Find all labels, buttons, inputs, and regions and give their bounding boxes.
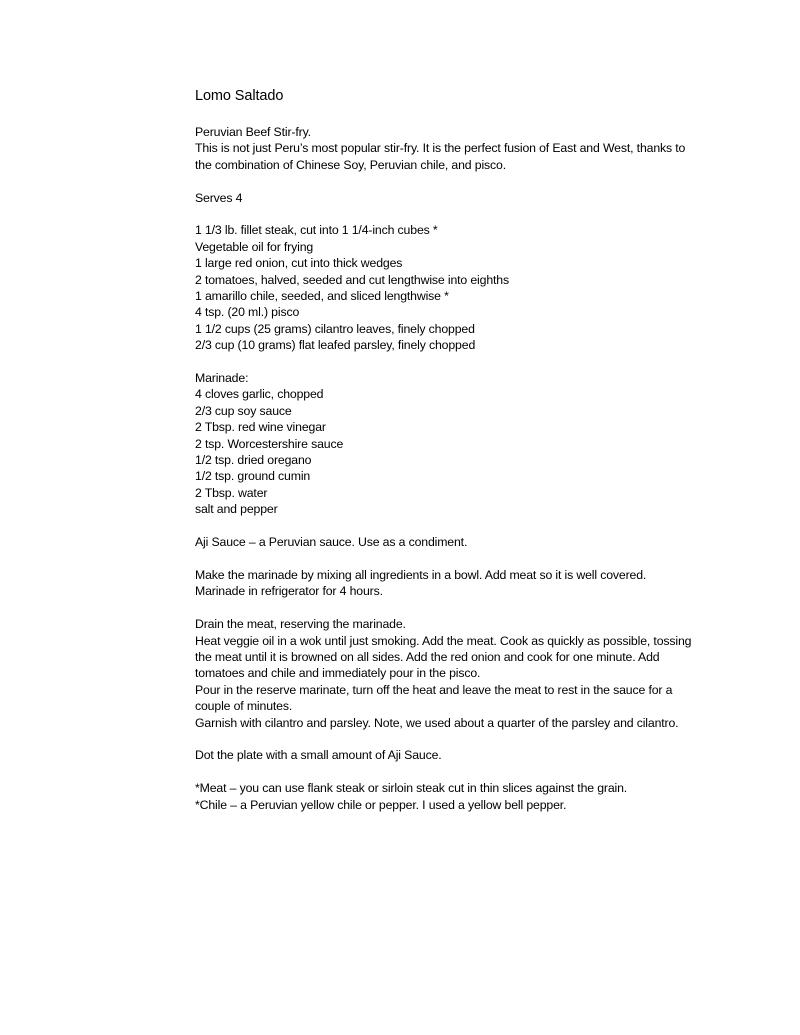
marinade-heading: Marinade: xyxy=(195,371,249,386)
ingredients-list xyxy=(195,222,725,353)
ingredient-item: 1 1/3 lb. fillet steak, cut into 1 1/4-inch cubes * xyxy=(195,223,438,238)
marinade-item: 2 Tbsp. red wine vinegar xyxy=(195,420,326,435)
instruction-line: the meat until it is browned on all sides. Add the red onion and cook for one minute. Add xyxy=(195,649,660,664)
instruction-line: Heat veggie oil in a wok until just smoking. Add the meat. Cook as quickly as possible, tossing xyxy=(195,633,692,648)
serving-instruction: Dot the plate with a small amount of Aji Sauce. xyxy=(195,748,442,763)
instruction-line: Pour in the reserve marinate, turn off the heat and leave the meat to rest in the sauce for a xyxy=(195,682,673,697)
instruction-line: Drain the meat, reserving the marinade. xyxy=(195,617,406,632)
marinade-item: 2/3 cup soy sauce xyxy=(195,403,292,418)
marinade-item: 1/2 tsp. ground cumin xyxy=(195,469,311,484)
ingredient-item: 1 amarillo chile, seeded, and sliced lengthwise * xyxy=(195,289,449,304)
instruction-line: Make the marinade by mixing all ingredients in a bowl. Add meat so it is well covered. xyxy=(195,567,647,582)
marinade-item: salt and pepper xyxy=(195,502,278,517)
marinade-item: 2 Tbsp. water xyxy=(195,485,268,500)
ingredient-item: 2/3 cup (10 grams) flat leafed parsley, finely chopped xyxy=(195,338,476,353)
instruction-line: Marinade in refrigerator for 4 hours. xyxy=(195,584,383,599)
ingredient-item: 1 1/2 cups (25 grams) cilantro leaves, finely chopped xyxy=(195,321,475,336)
marinade-section xyxy=(195,370,725,518)
aji-sauce-note: Aji Sauce – a Peruvian sauce. Use as a condiment. xyxy=(195,535,468,550)
serves-section xyxy=(195,190,725,206)
intro-section xyxy=(195,124,725,173)
footnote-meat: *Meat – you can use flank steak or sirloin steak cut in thin slices against the grain. xyxy=(195,781,628,796)
recipe-subtitle: Peruvian Beef Stir-fry. xyxy=(195,125,311,139)
ingredient-item: Vegetable oil for frying xyxy=(195,239,314,254)
instruction-line: tomatoes and chile and immediately pour in the pisco. xyxy=(195,666,481,681)
marinade-item: 2 tsp. Worcestershire sauce xyxy=(195,436,344,451)
marinade-item: 4 cloves garlic, chopped xyxy=(195,387,324,402)
recipe-title: Lomo Saltado xyxy=(195,88,284,104)
description-line: This is not just Peru’s most popular stir-fry. It is the perfect fusion of East and West, thanks to xyxy=(195,141,686,156)
ingredient-item: 1 large red onion, cut into thick wedges xyxy=(195,256,403,271)
footnotes-section xyxy=(195,780,725,813)
recipe-document xyxy=(195,86,725,829)
serves-text: Serves 4 xyxy=(195,190,243,205)
description-line: the combination of Chinese Soy, Peruvian chile, and pisco. xyxy=(195,157,506,172)
ingredient-item: 2 tomatoes, halved, seeded and cut lengthwise into eighths xyxy=(195,272,509,287)
serving-step-section xyxy=(195,747,725,763)
aji-sauce-section xyxy=(195,534,725,550)
ingredient-item: 4 tsp. (20 ml.) pisco xyxy=(195,305,300,320)
cooking-steps-section xyxy=(195,616,725,731)
footnote-chile: *Chile – a Peruvian yellow chile or pepper. I used a yellow bell pepper. xyxy=(195,797,567,812)
instruction-line: couple of minutes. xyxy=(195,699,293,714)
instruction-line: Garnish with cilantro and parsley. Note, we used about a quarter of the parsley and cilantro. xyxy=(195,715,679,730)
marinate-step-section xyxy=(195,567,725,600)
marinade-item: 1/2 tsp. dried oregano xyxy=(195,453,312,468)
